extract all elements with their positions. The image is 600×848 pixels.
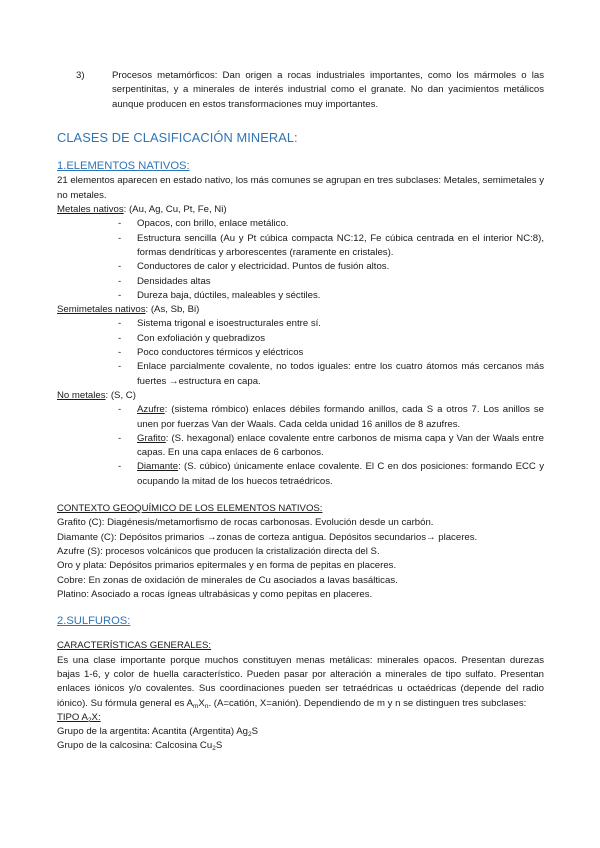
no-metales-list	[57, 403, 544, 489]
numbered-item-metamorphic	[76, 69, 544, 112]
item-number: 3)	[76, 70, 85, 81]
contexto-line: Cobre: En zonas de oxidación de minerales de Cu asociados a lavas basálticas.	[57, 574, 398, 586]
section-intro: 21 elementos aparecen en estado nativo, los más comunes se agrupan en tres subclases: Metales, semimetales y no metales.	[57, 175, 544, 201]
mineral-name: Diamante	[137, 461, 179, 473]
list-item: - Conductores de calor y electricidad. Puntos de fusión altos.	[118, 261, 390, 273]
no-metales-suffix: : (S, C)	[105, 389, 136, 401]
list-item: - Sistema trigonal e isoestructurales entre sí.	[118, 318, 321, 330]
contexto-lines	[57, 516, 544, 602]
contexto-heading: CONTEXTO GEOQUÍMICO DE LOS ELEMENTOS NATIVOS:	[57, 503, 323, 515]
list-item: - Diamante: (S. cúbico) únicamente enlace covalente. El C en dos posiciones: formando ECC y ocupando la mitad de los huecos tetraédricos.	[118, 461, 544, 487]
list-item: - Estructura sencilla (Au y Pt cúbica compacta NC:12, Fe cúbica centrada en el interior NC:8), formas dendríticas y arborescentes (raramente en cristales).	[118, 232, 544, 258]
no-metales-label: No metales	[57, 389, 106, 401]
contexto-line: Diamante (C): Depósitos primarios →zonas de corteza antigua. Depósitos secundarios→ placeres.	[57, 531, 478, 543]
tipo-heading: TIPO $A_2X$:	[57, 711, 101, 724]
list-item: - Dureza baja, dúctiles, maleables y séctiles.	[118, 289, 321, 301]
contexto-line: Platino: Asociado a rocas ígneas ultrabásicas y como pepitas en placeres.	[57, 588, 373, 600]
section-heading-sulfuros: 2.SULFUROS:	[57, 615, 131, 628]
list-item: - Densidades altas	[118, 275, 211, 287]
semimetales-heading	[57, 303, 544, 317]
list-item: - Azufre: (sistema rómbico) enlaces débiles formando anillos, cada S a otros 7. Los anillos se unen por fuerzas Van der Waals. Cada celda unidad 16 anillos de 8 azufres.	[118, 404, 544, 430]
document-page	[57, 69, 544, 754]
list-item: - Con exfoliación y quebradizos	[118, 332, 265, 344]
mineral-name: Grafito	[137, 432, 166, 444]
list-item: - Opacos, con brillo, enlace metálico.	[118, 218, 289, 230]
group-line: Grupo de la argentita: Acantita (Argentita) $Ag_2S$	[57, 726, 258, 739]
sulfuros-paragraph: Es una clase importante porque muchos constituyen menas metálicas: minerales opacos. Presentan durezas bajas 1-6, y color de huella característico. Pueden pasar por alteración a minerales de tipo sulfato. Presentan enlaces iónicos y/o covalentes. Sus coordinaciones pueden ser tetraédricas u octaédricas (depende del radio iónico). Su fórmula general es $A_mX_n$. (A=catión, X=anión). Dependiendo de m y n se distinguen tres subclases:	[57, 654, 544, 710]
metales-suffix: : (Au, Ag, Cu, Pt, Fe, Ni)	[123, 204, 227, 216]
semimetales-suffix: : (As, Sb, Bi)	[145, 304, 200, 316]
semimetales-label: Semimetales nativos	[57, 304, 146, 316]
no-metales-heading	[57, 389, 544, 403]
group-line: Grupo de la calcosina: Calcosina $Cu_2S$	[57, 740, 223, 753]
list-item: - Poco conductores térmicos y eléctricos	[118, 347, 304, 359]
contexto-line: Azufre (S): procesos volcánicos que producen la cristalización directa del S.	[57, 545, 380, 557]
section-heading-elementos-nativos: 1.ELEMENTOS NATIVOS:	[57, 160, 190, 173]
list-item: - Enlace parcialmente covalente, no todos iguales: entre los cuatro átomos más cercanos más fuertes →estructura en capa.	[118, 361, 544, 387]
item-text: Procesos metamórficos: Dan origen a rocas industriales importantes, como los mármoles o las serpentinitas, y a minerales de interés industrial como el granate. No dan yacimientos metálicos aunque producen en estos transformaciones muy importantes.	[112, 70, 544, 110]
contexto-line: Oro y plata: Depósitos primarios epitermales y en forma de pepitas en placeres.	[57, 560, 397, 572]
contexto-line: Grafito (C): Diagénesis/metamorfismo de rocas carbonosas. Evolución desde un carbón.	[57, 517, 434, 529]
mineral-name: Azufre	[137, 404, 165, 416]
semimetales-list	[57, 317, 544, 388]
metales-heading	[57, 203, 544, 217]
metales-label: Metales nativos	[57, 204, 124, 216]
main-heading: CLASES DE CLASIFICACIÓN MINERAL:	[57, 129, 298, 145]
caracteristicas-heading: CARACTERÍSTICAS GENERALES:	[57, 640, 212, 652]
list-item: - Grafito: (S. hexagonal) enlace covalente entre carbonos de misma capa y Van der Waals entre capas. En una capa enlaces de 6 carbonos.	[118, 432, 544, 459]
metales-list	[57, 217, 544, 303]
